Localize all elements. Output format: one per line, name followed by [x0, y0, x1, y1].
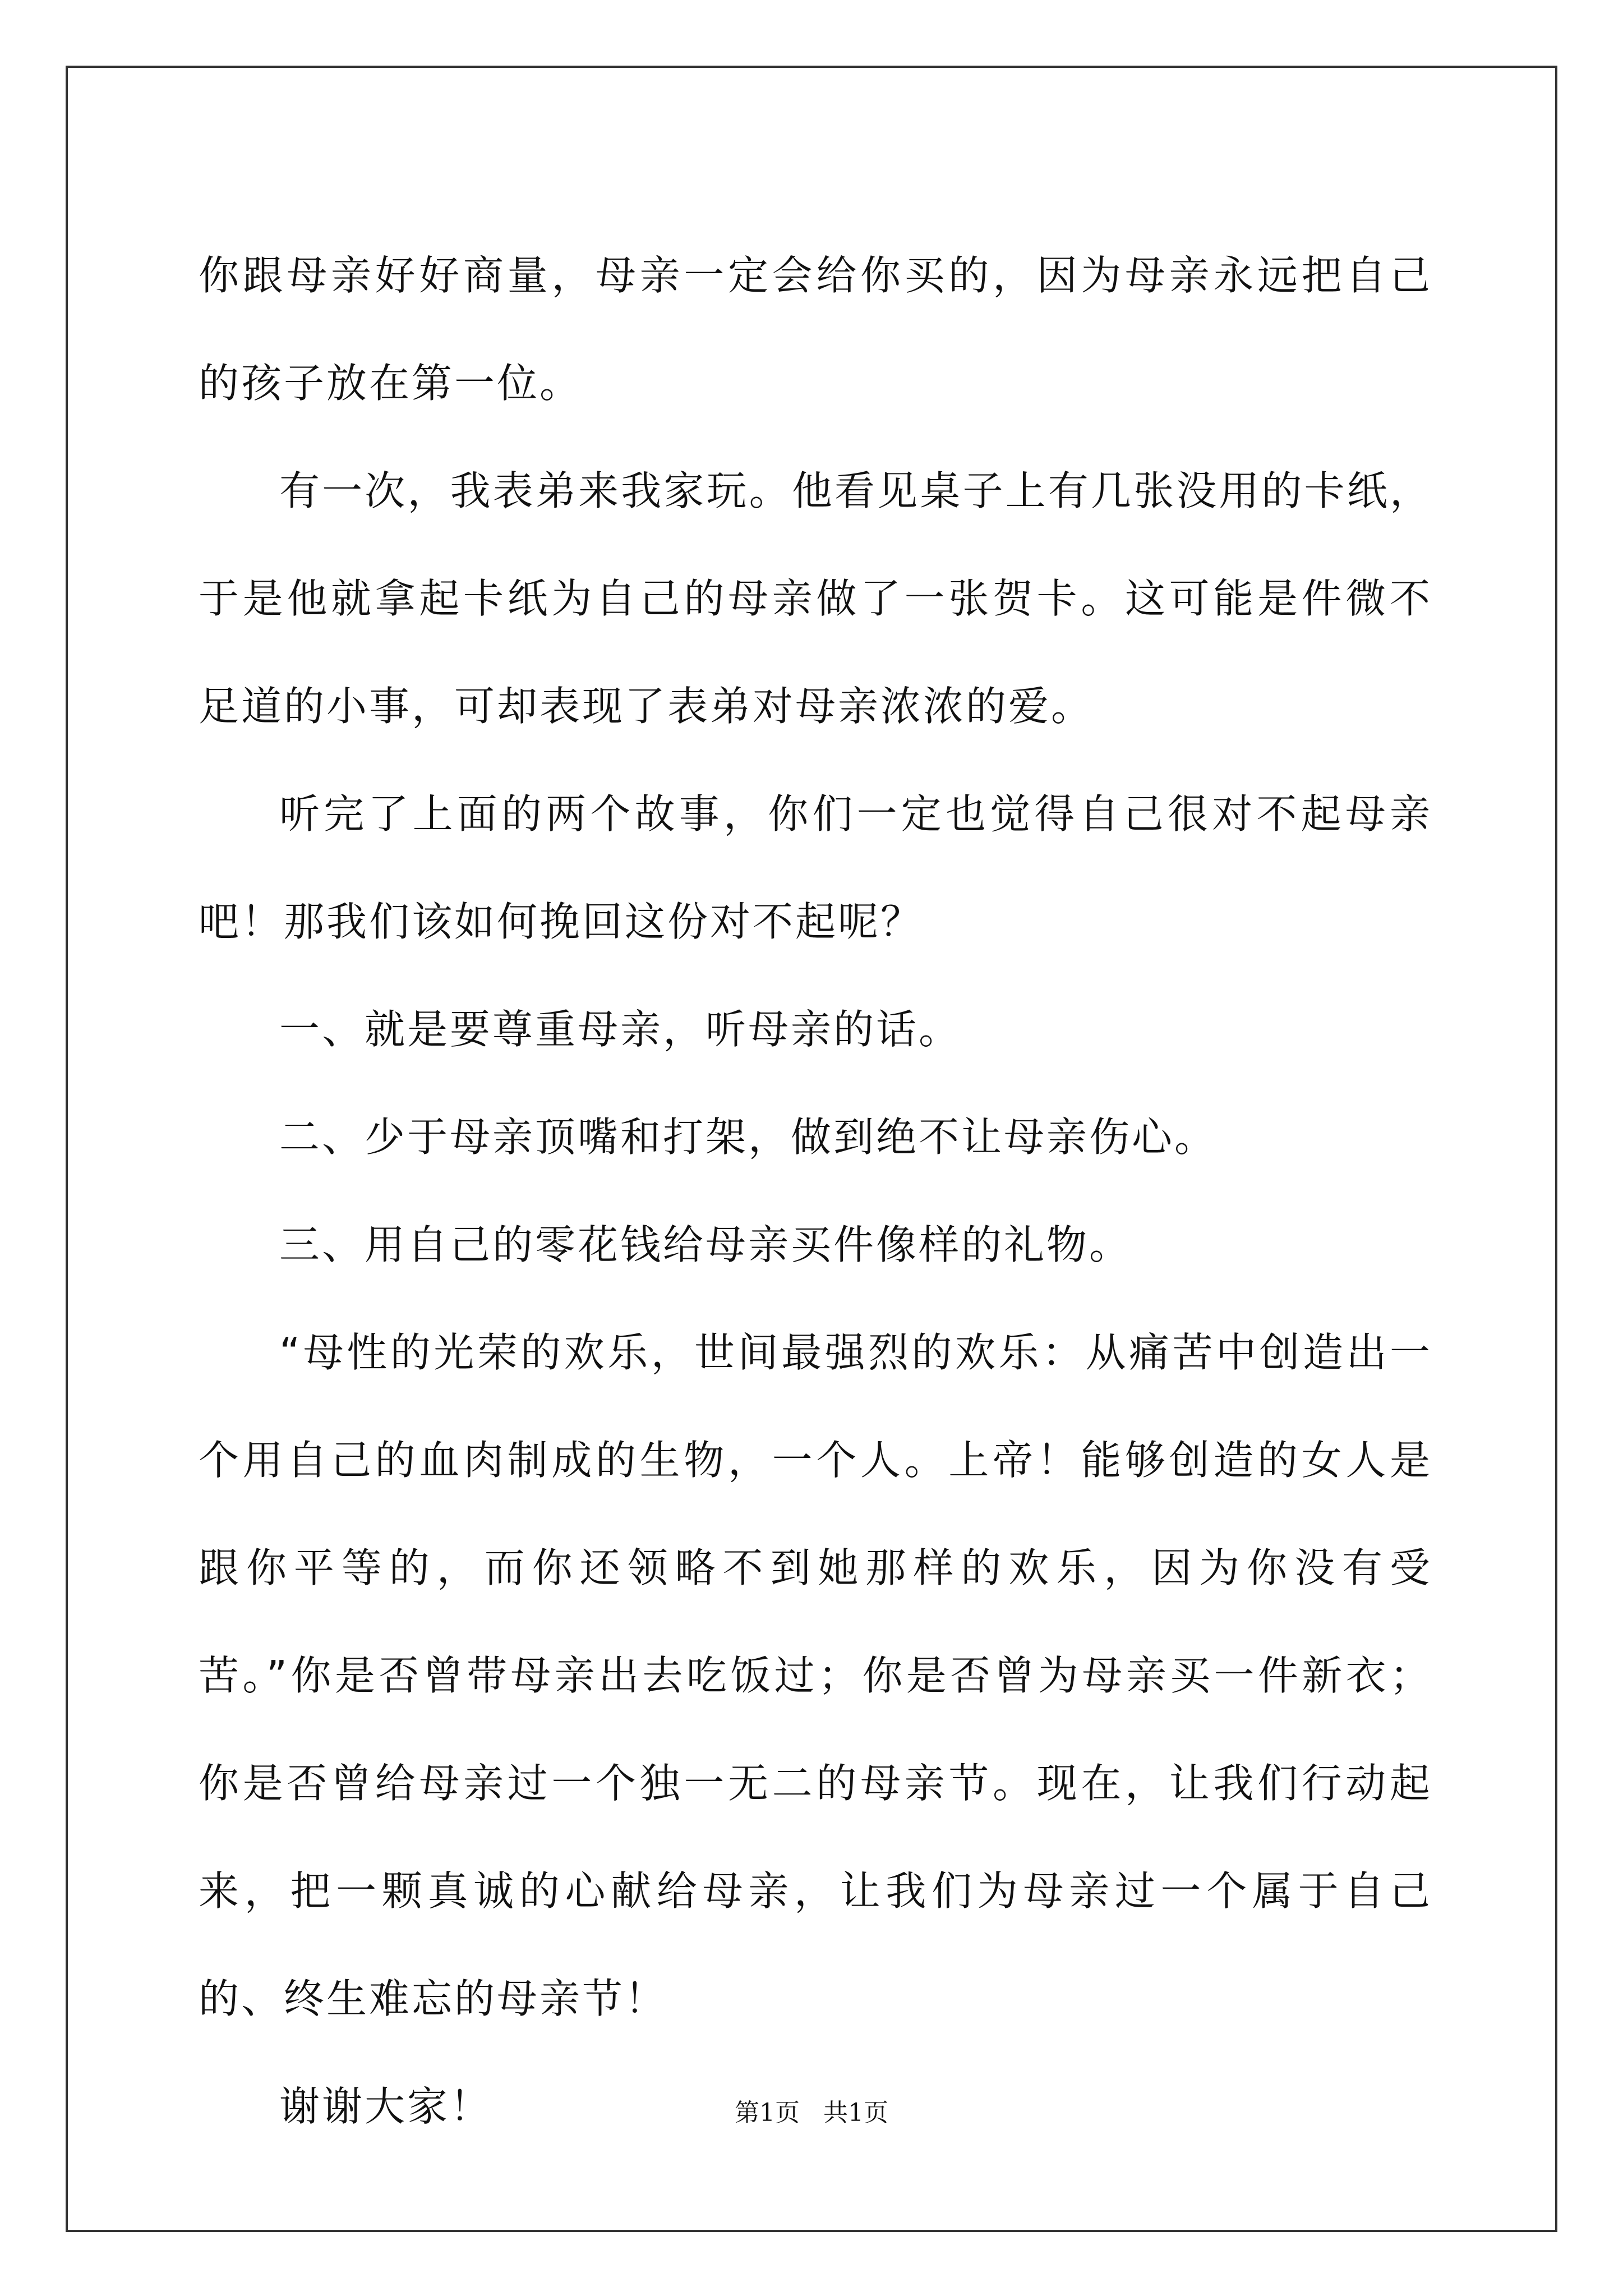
paragraph-quote: “母性的光荣的欢乐，世间最强烈的欢乐：从痛苦中创造出一个用自己的血肉制成的生物，一个人。上帝！能够创造的女人是跟你平等的，而你还领略不到她那样的欢乐，因为你没有受苦。”你是否曾带母亲出去吃饭过；你是否曾为母亲买一件新衣；你是否曾给母亲过一个独一无二的母亲节。现在，让我们行动起来，把一颗真诚的心献给母亲，让我们为母亲过一个属于自己的、终生难忘的母亲节！ [199, 1329, 1432, 2022]
page-footer: 第1页 共1页 [735, 2099, 888, 2127]
closing-thanks: 谢谢大家！ [279, 2083, 493, 2130]
paragraph-2: 有一次，我表弟来我家玩。他看见桌子上有几张没用的卡纸，于是他就拿起卡纸为自己的母亲做了一张贺卡。这可能是件微不足道的小事，可却表现了表弟对母亲浓浓的爱。 [199, 467, 1432, 730]
paragraph-3: 听完了上面的两个故事，你们一定也觉得自己很对不起母亲吧！那我们该如何挽回这份对不起呢？ [199, 790, 1432, 945]
list-item-3: 三、用自己的零花钱给母亲买件像样的礼物。 [279, 1221, 1132, 1268]
paragraph-1: 你跟母亲好好商量，母亲一定会给你买的，因为母亲永远把自己的孩子放在第一位。 [199, 252, 1432, 407]
list-item-2: 二、少于母亲顶嘴和打架，做到绝不让母亲伤心。 [279, 1114, 1218, 1161]
list-item-1: 一、就是要尊重母亲，听母亲的话。 [279, 1006, 962, 1053]
document-body [199, 222, 1432, 2160]
